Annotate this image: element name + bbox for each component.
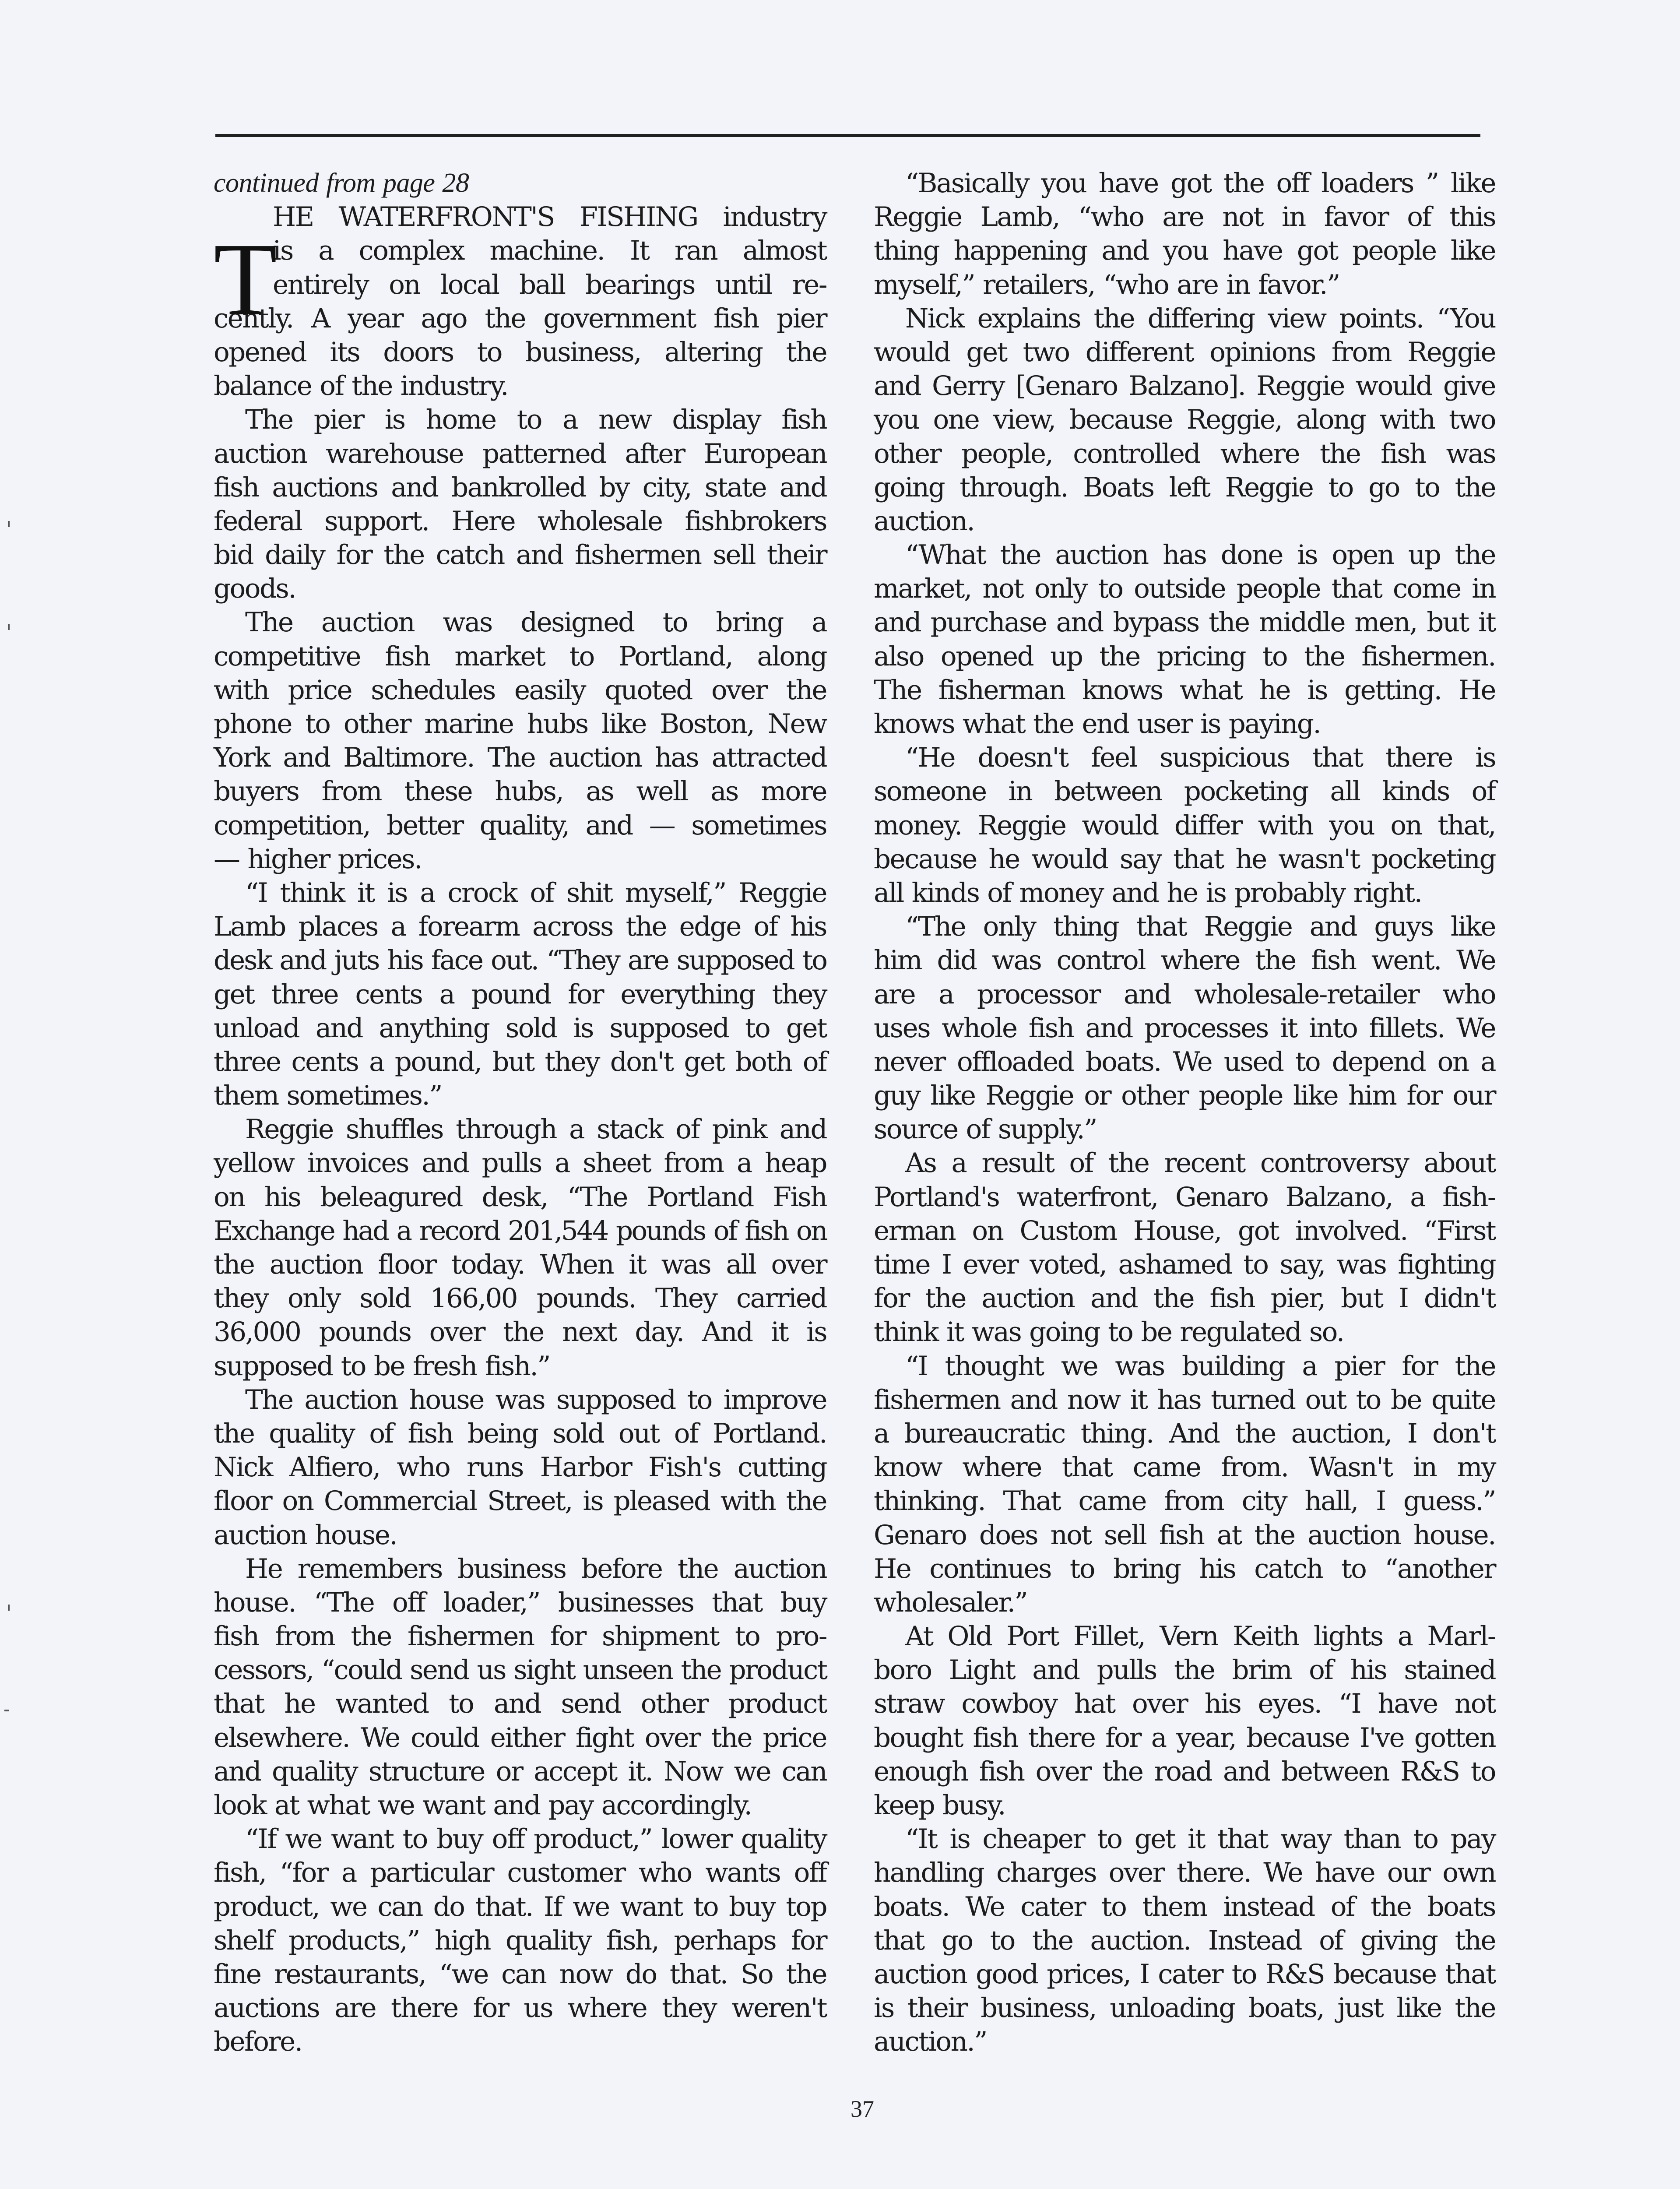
scan-artifact [8, 1605, 10, 1611]
article-text-line: Reggie shuffles through a stack of pink and [245, 1114, 826, 1145]
article-text-line: three cents a pound, but they don't get both of [214, 1046, 826, 1077]
article-text-line: auctions are there for us where they weren't [214, 1992, 826, 2024]
article-text-line: house. “The off loader,” businesses that buy [214, 1587, 826, 1618]
article-text-line: “It is cheaper to get it that way than to pay [905, 1823, 1495, 1855]
scan-artifact [8, 521, 10, 527]
article-text-line: As a result of the recent controversy about [905, 1147, 1495, 1179]
article-text-line: “If we want to buy off product,” lower quality [245, 1823, 826, 1855]
lead-paragraph-block [214, 200, 826, 2059]
article-text-line: on his beleagured desk, “The Portland Fish [214, 1181, 826, 1213]
article-text-line: they only sold 166,00 pounds. They carried [214, 1283, 826, 1314]
article-text-line: entirely on local ball bearings until re- [273, 269, 826, 300]
article-text-line: “He doesn't feel suspicious that there is [905, 742, 1495, 774]
article-text-line: floor on Commercial Street, is pleased with the [214, 1485, 826, 1517]
article-text-line: because he would say that he wasn't pocketing [874, 843, 1495, 875]
article-text-line: federal support. Here wholesale fishbrokers [214, 505, 826, 537]
article-text-line: The fisherman knows what he is getting. He [874, 674, 1495, 706]
right-column-lines [874, 166, 1495, 2059]
article-text-line: buyers from these hubs, as well as more [214, 776, 826, 807]
article-text-line: think it was going to be regulated so. [874, 1316, 1344, 1348]
article-text-line: fishermen and now it has turned out to be quite [874, 1384, 1495, 1415]
article-text-line: boats. We cater to them instead of the boats [874, 1891, 1495, 1922]
article-text-line: fish from the fishermen for shipment to pro- [214, 1621, 826, 1652]
article-text-line: money. Reggie would differ with you on that, [874, 809, 1495, 841]
article-text-line: boro Light and pulls the brim of his stained [874, 1654, 1495, 1686]
article-text-line: handling charges over there. We have our own [874, 1857, 1495, 1889]
article-text-line: him did was control where the fish went. We [874, 945, 1495, 976]
article-text-line: competitive fish market to Portland, along [214, 641, 826, 672]
article-text-line: are a processor and wholesale-retailer who [874, 978, 1495, 1010]
article-text-line: Lamb places a forearm across the edge of his [214, 911, 826, 943]
article-text-line: all kinds of money and he is probably right. [874, 877, 1422, 908]
article-column-right [874, 166, 1495, 2059]
article-text-line: a bureaucratic thing. And the auction, I don't [874, 1418, 1495, 1449]
article-text-line: “The only thing that Reggie and guys like [905, 911, 1495, 943]
article-text-line: uses whole fish and processes it into fillets. We [874, 1012, 1495, 1044]
article-text-line: unload and anything sold is supposed to get [214, 1012, 826, 1044]
article-text-line: auction. [874, 505, 974, 537]
article-text-line: enough fish over the road and between R&S to [874, 1756, 1495, 1787]
article-text-line: opened its doors to business, altering the [214, 336, 826, 368]
article-text-line: know where that came from. Wasn't in my [874, 1452, 1495, 1483]
article-text-line: The auction house was supposed to improve [245, 1384, 826, 1415]
article-text-line: product, we can do that. If we want to buy top [214, 1891, 826, 1922]
article-text-line: thing happening and you have got people like [874, 235, 1495, 267]
article-text-line: auction house. [214, 1519, 397, 1551]
article-text-line: The auction was designed to bring a [245, 607, 826, 638]
article-text-line: for the auction and the fish pier, but I didn't [874, 1283, 1495, 1314]
article-text-line: “What the auction has done is open up the [905, 539, 1495, 571]
article-text-line: balance of the industry. [214, 370, 508, 402]
article-text-line: “Basically you have got the off loaders ” like [905, 168, 1495, 199]
article-text-line: desk and juts his face out. “They are supposed to [214, 945, 826, 976]
article-text-line: shelf products,” high quality fish, perhaps for [214, 1925, 826, 1956]
article-text-line: fish auctions and bankrolled by city, state and [214, 472, 826, 503]
article-text-line: Reggie Lamb, “who are not in favor of this [874, 201, 1495, 233]
article-text-line: the auction floor today. When it was all over [214, 1249, 826, 1280]
article-text-line: At Old Port Fillet, Vern Keith lights a Marl- [905, 1621, 1495, 1652]
article-text-line: auction warehouse patterned after European [214, 438, 826, 469]
article-text-line: with price schedules easily quoted over the [214, 674, 826, 706]
article-text-line: and quality structure or accept it. Now we can [214, 1756, 826, 1787]
article-text-line: He remembers business before the auction [245, 1553, 826, 1584]
article-text-line: HE WATERFRONT'S FISHING industry [273, 201, 826, 233]
article-text-line: and Gerry [Genaro Balzano]. Reggie would give [874, 370, 1495, 402]
article-text-line: the quality of fish being sold out of Portland. [214, 1418, 826, 1449]
scan-artifact [8, 624, 10, 630]
article-text-line: elsewhere. We could either fight over the price [214, 1722, 826, 1753]
article-text-line: fine restaurants, “we can now do that. So the [214, 1958, 826, 1990]
article-text-line: would get two different opinions from Reggie [874, 336, 1495, 368]
article-text-line: straw cowboy hat over his eyes. “I have not [874, 1688, 1495, 1720]
article-text-line: other people, controlled where the fish was [874, 438, 1495, 469]
left-column-lines [214, 200, 826, 2059]
article-text-line: “I thought we was building a pier for the [905, 1350, 1495, 1382]
article-text-line: thinking. That came from city hall, I guess.” [874, 1485, 1495, 1517]
article-text-line: that he wanted to and send other product [214, 1688, 826, 1720]
article-text-line: Nick explains the differing view points. “You [905, 303, 1495, 334]
article-text-line: 36,000 pounds over the next day. And it is [214, 1316, 826, 1348]
article-text-line: phone to other marine hubs like Boston, New [214, 708, 826, 739]
article-text-line: auction good prices, I cater to R&S because that [874, 1958, 1495, 1990]
article-text-line: auction.” [874, 2026, 987, 2058]
article-text-line: before. [214, 2026, 302, 2058]
article-text-line: The pier is home to a new display fish [245, 404, 826, 436]
article-text-line: bid daily for the catch and fishermen sell their [214, 539, 826, 571]
article-text-line: keep busy. [874, 1790, 1005, 1821]
article-text-line: wholesaler.” [874, 1587, 1027, 1618]
article-text-line: look at what we want and pay accordingly. [214, 1790, 752, 1821]
article-text-line: guy like Reggie or other people like him for our [874, 1080, 1495, 1112]
article-text-line: myself,” retailers, “who are in favor.” [874, 269, 1339, 300]
article-text-line: and purchase and bypass the middle men, but it [874, 607, 1495, 638]
article-text-line: market, not only to outside people that come in [874, 573, 1495, 605]
article-text-line: goods. [214, 573, 296, 605]
article-text-line: someone in between pocketing all kinds of [874, 776, 1495, 807]
article-text-line: cessors, “could send us sight unseen the product [214, 1654, 827, 1686]
article-text-line: knows what the end user is paying. [874, 708, 1321, 739]
article-text-line: York and Baltimore. The auction has attracted [214, 742, 826, 774]
article-text-line: going through. Boats left Reggie to go to the [874, 472, 1495, 503]
scan-artifact [4, 1710, 9, 1711]
article-text-line: fish, “for a particular customer who wants off [214, 1857, 826, 1889]
article-text-line: that go to the auction. Instead of giving the [874, 1925, 1495, 1956]
article-text-line: source of supply.” [874, 1114, 1097, 1145]
article-text-line: never offloaded boats. We used to depend on a [874, 1046, 1495, 1077]
article-text-line: Nick Alfiero, who runs Harbor Fish's cutting [214, 1452, 826, 1483]
article-text-line: also opened up the pricing to the fishermen. [874, 641, 1495, 672]
article-text-line: He continues to bring his catch to “another [874, 1553, 1495, 1584]
drop-cap: T [214, 222, 276, 338]
article-text-line: time I ever voted, ashamed to say, was fighting [874, 1249, 1495, 1280]
article-text-line: bought fish there for a year, because I've gotten [874, 1722, 1495, 1753]
article-text-line: them sometimes.” [214, 1080, 442, 1112]
article-text-line: “I think it is a crock of shit myself,” Reggie [245, 877, 826, 908]
article-text-line: is a complex machine. It ran almost [273, 235, 826, 267]
article-text-line: get three cents a pound for everything they [214, 978, 826, 1010]
article-text-line: you one view, because Reggie, along with two [874, 404, 1495, 436]
article-text-line: Exchange had a record 201,544 pounds of fish on [214, 1215, 826, 1246]
article-text-line: competition, better quality, and — sometimes [214, 809, 826, 841]
page-number: 37 [851, 2096, 874, 2122]
article-text-line: erman on Custom House, got involved. “First [874, 1215, 1495, 1246]
article-column-left [214, 166, 826, 2059]
header-rule [215, 134, 1480, 137]
article-text-line: cently. A year ago the government fish pier [214, 303, 826, 334]
article-text-line: Portland's waterfront, Genaro Balzano, a fish- [874, 1181, 1495, 1213]
continued-from-note: continued from page 28 [214, 168, 469, 198]
article-text-line: Genaro does not sell fish at the auction house. [874, 1519, 1495, 1551]
article-text-line: — higher prices. [214, 843, 422, 875]
article-text-line: yellow invoices and pulls a sheet from a heap [214, 1147, 826, 1179]
article-text-line: is their business, unloading boats, just like the [874, 1992, 1495, 2024]
article-text-line: supposed to be fresh fish.” [214, 1350, 550, 1382]
